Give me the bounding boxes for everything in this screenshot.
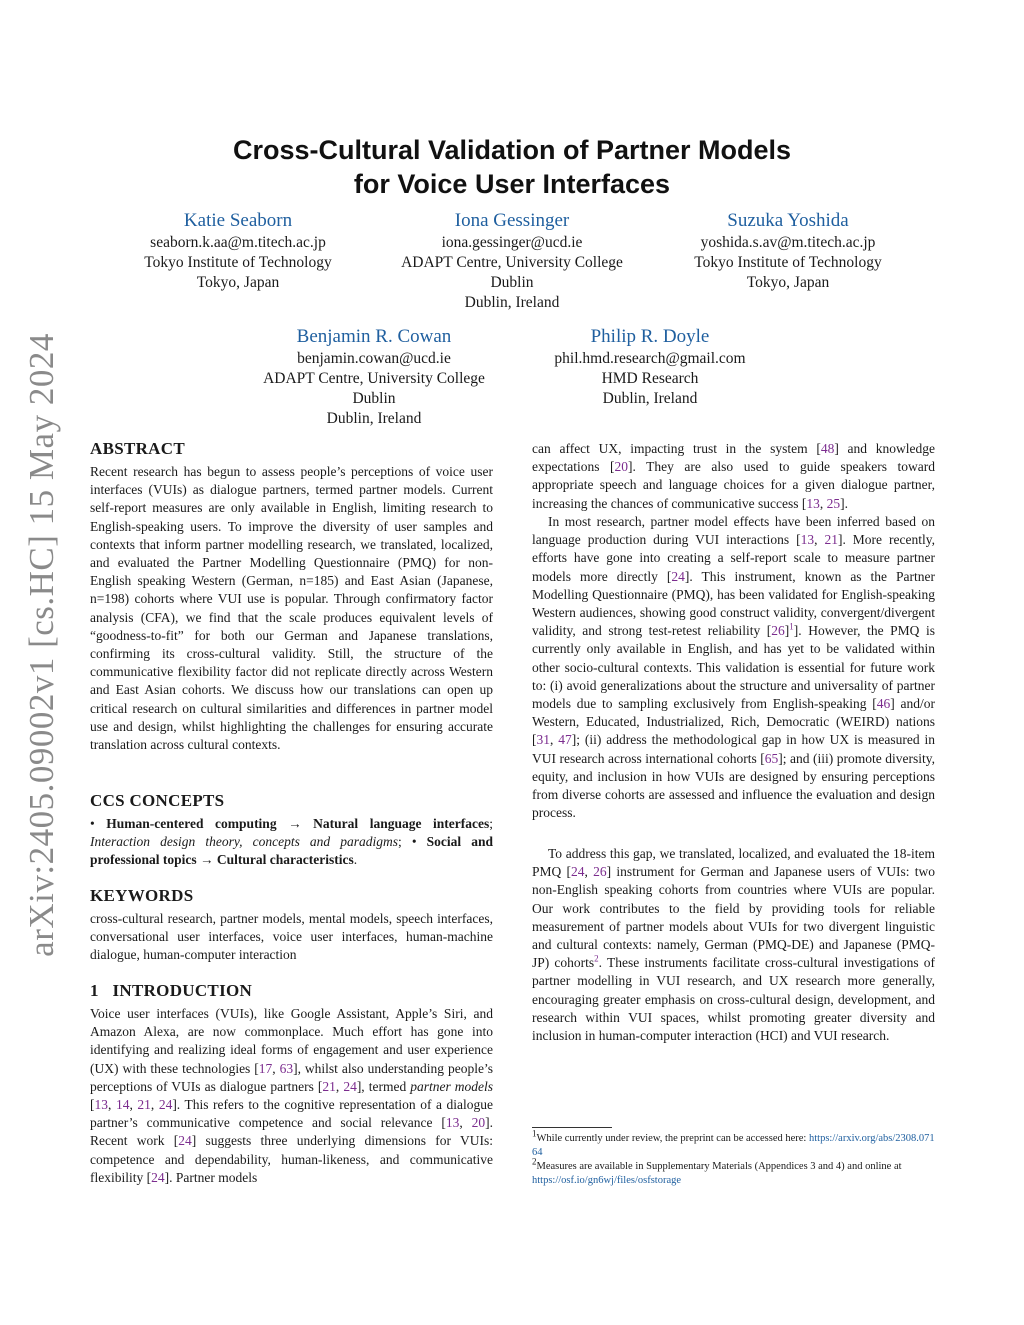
footnote-1: $^1$While currently under review, the preprint can be accessed here: https://arxiv.org/abs/2308.07164: [532, 1128, 935, 1158]
citation-link[interactable]: 24: [343, 1078, 357, 1094]
author-affiliation: Tokyo Institute of Technology: [694, 254, 882, 271]
author-name[interactable]: Katie Seaborn: [183, 210, 293, 231]
section-title: INTRODUCTION: [112, 981, 253, 1000]
author-block: [382, 209, 642, 313]
citation-link[interactable]: 47: [558, 732, 572, 748]
citation-link[interactable]: 26: [593, 864, 607, 880]
keywords-heading: KEYWORDS: [90, 886, 194, 905]
footnote-mark: 2: [532, 1156, 537, 1167]
paper-title: [120, 133, 904, 201]
author-affiliation: Tokyo Institute of Technology: [144, 254, 332, 271]
author-block: [668, 209, 908, 293]
title-line-1: Cross-Cultural Validation of Partner Models: [232, 135, 792, 165]
citation-link[interactable]: 25: [826, 495, 841, 511]
footnote-rule: [532, 1127, 612, 1128]
citation-link[interactable]: 63: [279, 1060, 294, 1076]
keywords-text: cross-cultural research, partner models, mental models, speech interfaces, conversational user interfaces, voice user interfaces, human-machine dialogue, human-computer interaction: [90, 911, 493, 963]
citation-link[interactable]: 31: [536, 732, 550, 748]
citation-link[interactable]: 26: [771, 623, 785, 639]
citation-link[interactable]: 21: [137, 1097, 151, 1113]
ccs-concept-3: Social and professional topics → Cultural characteristics: [90, 834, 493, 868]
ccs-concepts: • Human-centered computing → Natural language interfaces; Interaction design theory, concepts and paradigms; • Social and professional topics → Cultural characteristics.: [90, 816, 493, 868]
citation-link[interactable]: 24: [151, 1169, 165, 1185]
author-email: phil.hmd.research@gmail.com: [554, 350, 746, 367]
author-email: iona.gessinger@ucd.ie: [441, 234, 583, 251]
citation-link[interactable]: 14: [115, 1097, 130, 1113]
citation-link[interactable]: 20: [471, 1115, 486, 1131]
footnote-mark: 1: [532, 1128, 537, 1139]
author-affiliation: ADAPT Centre, University College: [263, 370, 485, 387]
author-location: Dublin, Ireland: [464, 294, 560, 311]
citation-link[interactable]: 17: [258, 1060, 273, 1076]
citation-link[interactable]: 13: [800, 532, 815, 548]
intro-paragraph-cont: can affect UX, impacting trust in the system [48] and knowledge expectations [20]. They are also used to guide speakers toward appropriate speech and language choices for a given dialogue partner, increasing the chances of communicative success [13, 25].: [532, 441, 935, 511]
author-name[interactable]: Iona Gessinger: [454, 210, 570, 231]
citation-link[interactable]: 24: [178, 1133, 192, 1149]
author-email: benjamin.cowan@ucd.ie: [297, 350, 451, 367]
citation-link[interactable]: 24: [571, 864, 585, 880]
author-name[interactable]: Philip R. Doyle: [590, 326, 710, 347]
citation-link[interactable]: 13: [445, 1115, 460, 1131]
author-location: Tokyo, Japan: [196, 274, 280, 291]
citation-link[interactable]: 24: [158, 1097, 173, 1113]
intro-paragraph-2: In most research, partner model effects have been inferred based on language production during VUI interactions [13, 21]. More recently, efforts have gone into creating a self-report scale to measure partner models more directly [24]. This instrument, known as the Partner Modelling Questionnaire (PMQ), has been validated for English-speaking Western audiences, showing good construct validity, convergent/divergent validity, and strong test-retest reliability [26]$^1$]. However, the PMQ is currently only available in English, and has yet to be validated within other socio-cultural contexts. This validation is essential for future work to: (i) avoid generalizations about the structure and universality of partner models due to sampling exclusively from English-speaking [46] and/or Western, Educated, Industrialized, Rich, Democratic (WEIRD) nations [31, 47]; (ii) address the methodological gap in how UX is measured in VUI research across international cohorts [65]; and (iii) promote diversity, equity, and inclusion in how VUIs are designed by ensuring perceptions from diverse cohorts are assessed and influence the evaluation and design process.: [532, 514, 936, 821]
author-location: Dublin, Ireland: [326, 410, 422, 427]
ccs-concept-1: Human-centered computing → Natural language interfaces: [106, 816, 490, 831]
preprint-link[interactable]: https://arxiv.org/abs/2308.07164: [532, 1133, 935, 1158]
title-line-2: for Voice User Interfaces: [353, 169, 671, 199]
intro-heading: [90, 981, 252, 1001]
osf-link[interactable]: https://osf.io/gn6wj/files/osfstorage: [532, 1175, 682, 1186]
citation-link[interactable]: 65: [764, 750, 779, 766]
citation-link[interactable]: 21: [824, 532, 838, 548]
arxiv-sidebar-stamp: [4, 333, 80, 957]
footnote-2: $^2$Measures are available in Supplementary Materials (Appendices 3 and 4) and online at https://osf.io/gn6wj/files/osfstorage: [532, 1156, 902, 1186]
section-number: 1: [90, 981, 99, 1000]
ccs-heading: CCS CONCEPTS: [90, 791, 225, 810]
author-block: [118, 209, 358, 293]
author-block: [530, 325, 770, 409]
arxiv-identifier: arXiv:2405.09002v1 [cs.HC] 15 May 2024: [22, 333, 61, 957]
ccs-concept-2: Interaction design theory, concepts and paradigms: [90, 834, 398, 850]
author-email: seaborn.k.aa@m.titech.ac.jp: [150, 234, 326, 251]
author-location: Tokyo, Japan: [746, 274, 830, 291]
citation-link[interactable]: 13: [94, 1097, 108, 1113]
footnote-marker[interactable]: 1: [789, 621, 794, 632]
emphasis-term: partner models: [410, 1078, 494, 1094]
author-affiliation: ADAPT Centre, University College: [401, 254, 623, 271]
intro-paragraph: Voice user interfaces (VUIs), like Google Assistant, Apple’s Siri, and Amazon Alexa, are now commonplace. Much effort has gone into identifying and realizing ideal forms of engagement and user experience (UX) with these technologies [17, 63], whilst also understanding people’s perceptions of VUIs as dialogue partners [21, 24], termed partner models [13, 14, 21, 24]. This refers to the cognitive representation of a dialogue partner’s communicative competence and social relevance [13, 20]. Recent work [24] suggests three underlying dimensions for VUIs: competence and dependability, human-likeness, and communicative flexibility [24]. Partner models: [90, 1006, 494, 1185]
citation-link[interactable]: 46: [876, 696, 891, 712]
author-block: [244, 325, 504, 429]
abstract-text: Recent research has begun to assess people’s perceptions of voice user interfaces (VUIs) as dialogue partners, termed partner models. Current self-report measures are only available in English, limiting research to English-speaking users. To improve the diversity of user samples and contexts that inform partner modelling research, we translated, localized, and evaluated the Partner Modelling Questionnaire (PMQ) for non-English speaking Western (German, n=185) and East Asian (Japanese, n=198) cohorts where VUI use is popular. Through confirmatory factor analysis (CFA), we find that the scale produces equivalent levels of “goodness-to-fit” for both our German and Japanese translations, confirming its cross-cultural validity. Still, the structure of the communicative flexibility factor did not replicate directly across Western and East Asian cohorts. We discuss how our translations can open up critical research on cultural similarities and differences in partner model use and design, whilst highlighting the challenges for ensuring accurate translation across cultural contexts.: [90, 464, 493, 753]
footnote-marker[interactable]: 2: [594, 953, 599, 964]
citation-link[interactable]: 48: [820, 441, 835, 456]
intro-paragraph-3: To address this gap, we translated, localized, and evaluated the 18-item PMQ [24, 26] instrument for German and Japanese users of VUIs: two non-English speaking cohorts from countries where VUIs are popular. Our work contributes to the field by providing tools for reliable measurement of partner models about VUIs for two divergent linguistic and cultural contexts: namely, German (PMQ-DE) and Japanese (PMQ-JP) cohorts$^2$. These instruments facilitate cross-cultural investigations of partner modelling in VUI research, and UX research more generally, encouraging greater emphasis on cross-cultural design, development, and research within VUI spaces, whilst promoting greater diversity and inclusion in human-computer interaction (HCI) and VUI research.: [532, 846, 935, 1044]
author-affiliation-cont: Dublin: [490, 274, 534, 291]
author-name[interactable]: Benjamin R. Cowan: [296, 326, 452, 347]
author-email: yoshida.s.av@m.titech.ac.jp: [700, 234, 876, 251]
citation-link[interactable]: 20: [614, 459, 628, 475]
author-affiliation-cont: Dublin: [352, 390, 396, 407]
author-location: Dublin, Ireland: [602, 390, 698, 407]
citation-link[interactable]: 21: [322, 1078, 336, 1094]
citation-link[interactable]: 13: [806, 495, 820, 511]
abstract-heading: ABSTRACT: [90, 439, 185, 458]
author-name[interactable]: Suzuka Yoshida: [727, 210, 849, 231]
author-affiliation: HMD Research: [601, 370, 699, 387]
citation-link[interactable]: 24: [671, 568, 685, 584]
